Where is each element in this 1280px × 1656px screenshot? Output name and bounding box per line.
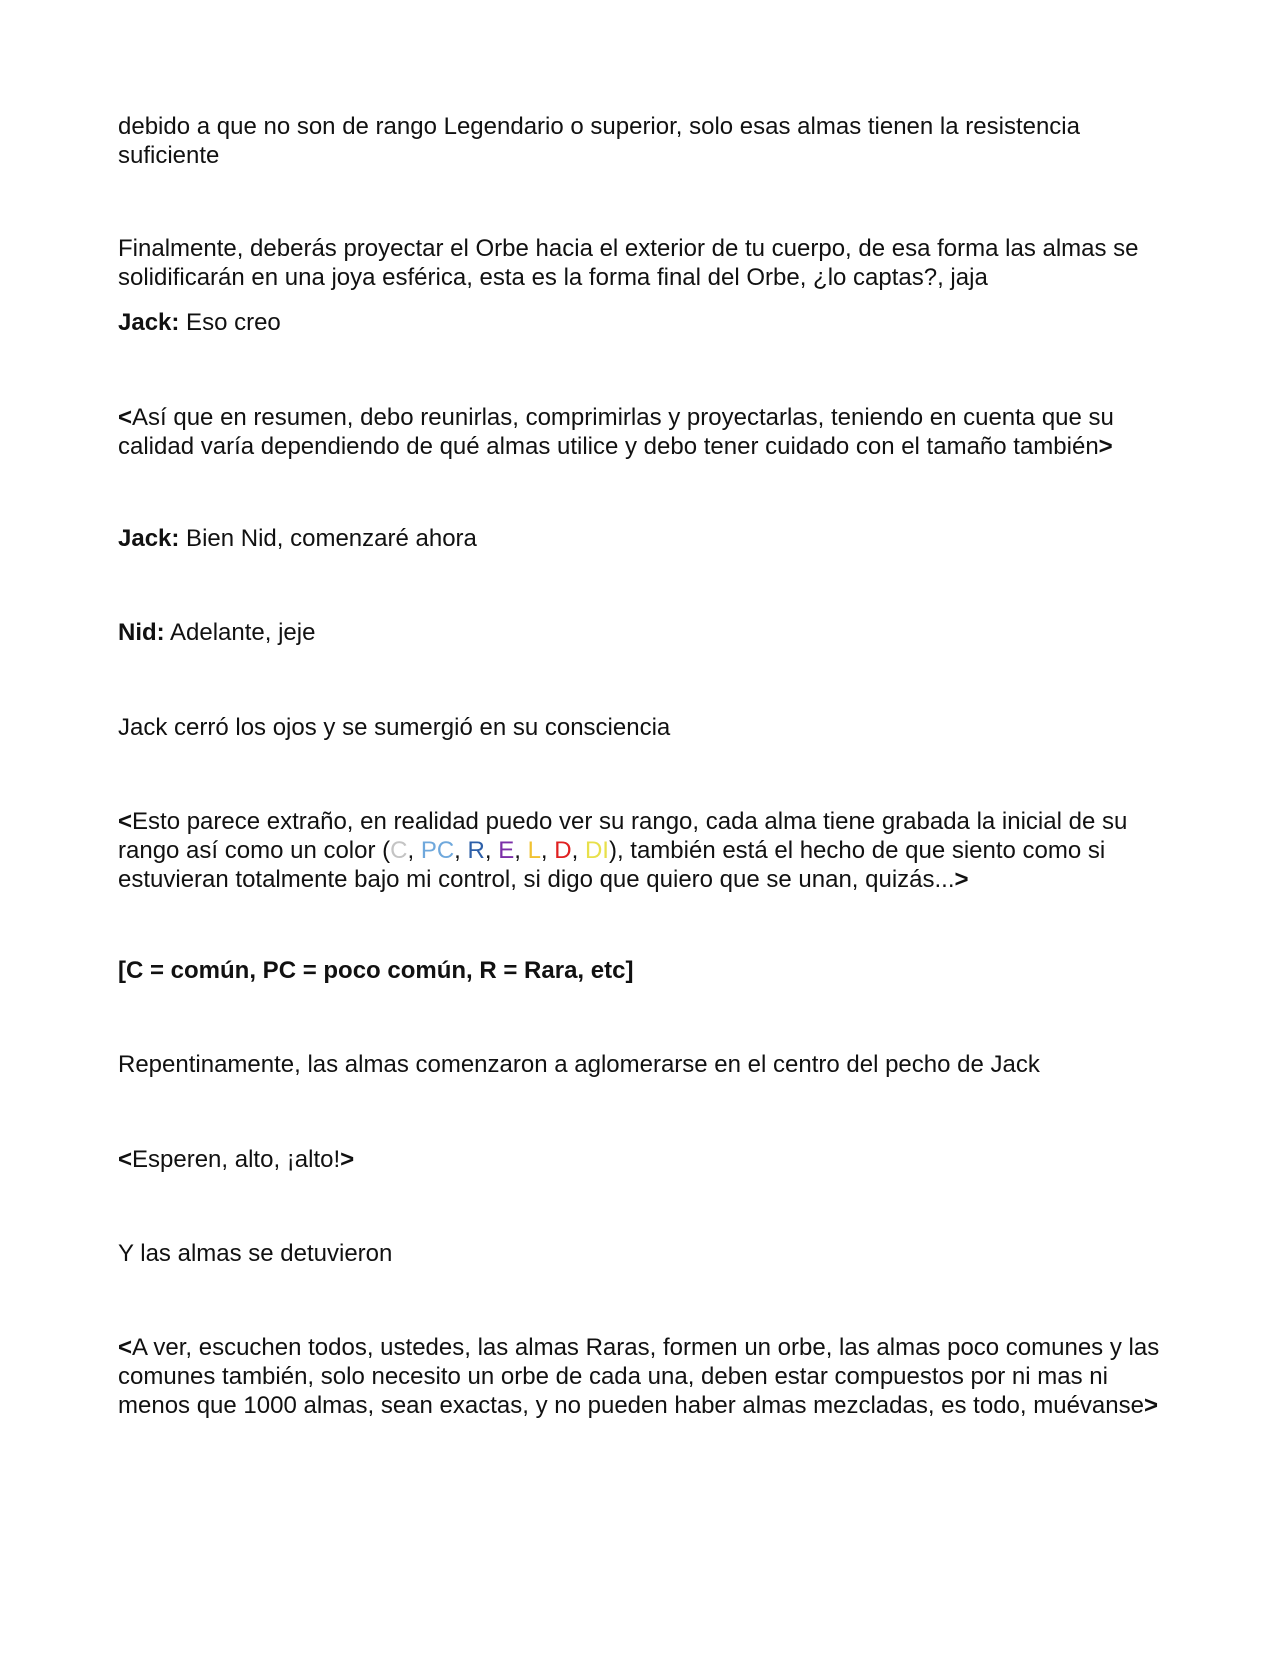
thought-paragraph: <Esto parece extraño, en realidad puedo ver su rango, cada alma tiene grabada la inicial de su rango así como un color (C, PC, R, E, L, D, DI), también está el hecho de que siento como si estuvieran totalmente bajo mi control, si digo que quiero que se unan, quizás...>	[118, 808, 1128, 893]
thought-close: >	[1143, 1392, 1158, 1419]
paragraph-narration: Repentinamente, las almas comenzaron a aglomerarse en el centro del pecho de Jack	[118, 1051, 1040, 1078]
thought-open: <	[118, 1334, 133, 1361]
thought-text: Esto parece extraño, en realidad puedo ver su rango, cada alma tiene grabada la inicial de su rango así como un color (	[118, 808, 1128, 864]
dialogue-line	[118, 524, 1178, 553]
dialogue-text: Adelante, jeje	[164, 619, 316, 646]
rank-letter-pc: PC	[420, 837, 455, 864]
thought-text: Esperen, alto, ¡alto!	[132, 1146, 341, 1173]
thought-open: <	[118, 1146, 133, 1173]
dialogue-line	[118, 618, 1178, 647]
rank-letter-r: R	[467, 837, 485, 864]
paragraph-narration: Finalmente, deberás proyectar el Orbe hacia el exterior de tu cuerpo, de esa forma las almas se solidificarán en una joya esférica, esta es la forma final del Orbe, ¿lo captas?, jaja	[118, 235, 1139, 291]
thought-paragraph	[118, 1333, 1178, 1420]
rank-letter-l: L	[527, 837, 541, 864]
thought-open: <	[118, 808, 133, 835]
thought-text: A ver, escuchen todos, ustedes, las almas Raras, formen un orbe, las almas poco comunes y las comunes también, solo necesito un orbe de cada una, deben estar compuestos por ni mas ni menos que 1000 almas, sean exactas, y no pueden haber almas mezcladas, es todo, muévanse	[118, 1334, 1160, 1419]
speaker-name: Jack:	[118, 525, 180, 552]
rank-letter-c: C	[390, 837, 408, 864]
thought-close: >	[340, 1146, 355, 1173]
rank-letter-di: DI	[584, 837, 609, 864]
rank-letter-e: E	[498, 837, 515, 864]
speaker-name: Jack:	[118, 309, 180, 336]
thought-open: <	[118, 404, 133, 431]
rank-legend-note: [C = común, PC = poco común, R = Rara, etc]	[118, 957, 634, 984]
thought-close: >	[954, 866, 969, 893]
thought-text: ), también está el hecho de que siento como si estuvieran totalmente bajo mi control, si digo que quiero que se unan, quizás...	[118, 837, 1106, 893]
paragraph-narration: Y las almas se detuvieron	[118, 1240, 393, 1267]
paragraph-narration: Jack cerró los ojos y se sumergió en su consciencia	[118, 714, 671, 741]
dialogue-line	[118, 308, 1178, 337]
thought-close: >	[1098, 433, 1113, 460]
speaker-name: Nid:	[118, 619, 165, 646]
dialogue-text: Bien Nid, comenzaré ahora	[179, 525, 477, 552]
paragraph-narration: debido a que no son de rango Legendario o superior, solo esas almas tienen la resistencia suficiente	[118, 113, 1080, 169]
dialogue-text: Eso creo	[179, 309, 281, 336]
thought-paragraph	[118, 403, 1178, 461]
thought-paragraph	[118, 1145, 1178, 1174]
rank-letter-d: D	[554, 837, 572, 864]
thought-text: Así que en resumen, debo reunirlas, comprimirlas y proyectarlas, teniendo en cuenta que su calidad varía dependiendo de qué almas utilice y debo tener cuidado con el tamaño también	[118, 404, 1114, 460]
